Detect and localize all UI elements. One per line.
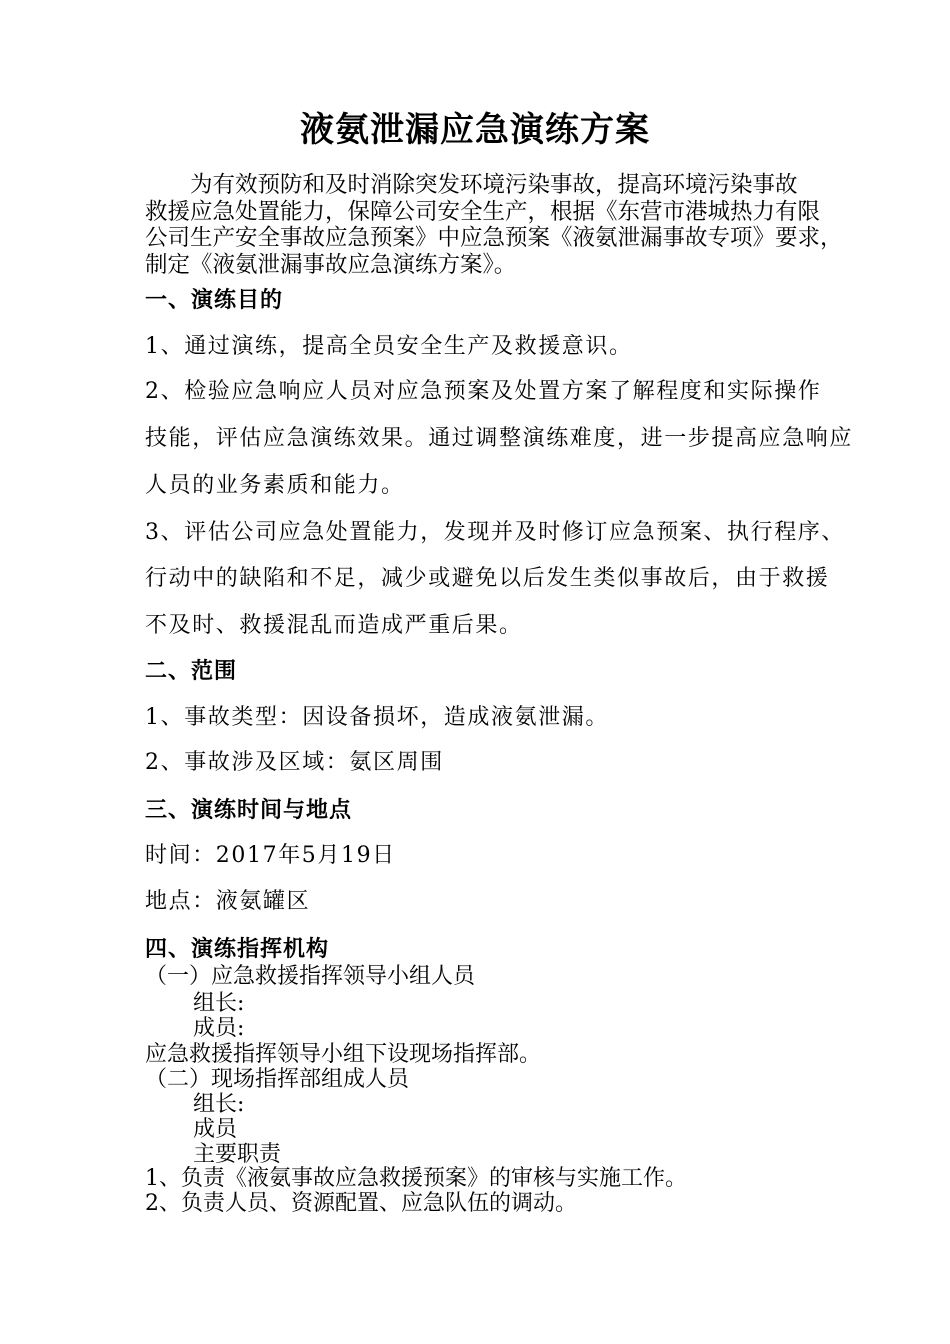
body-line: 技能，评估应急演练效果。通过调整演练难度，进一步提高应急响应 [145, 426, 854, 451]
body-line: 成员 [193, 1117, 238, 1142]
body-line: 组长: [193, 1092, 245, 1117]
body-line: 成员: [193, 1016, 245, 1041]
document-title: 液氨泄漏应急演练方案 [300, 110, 650, 150]
body-line: 行动中的缺陷和不足，减少或避免以后发生类似事故后，由于救援 [145, 566, 830, 591]
intro-line: 为有效预防和及时消除突发环境污染事故，提高环境污染事故 [190, 172, 798, 198]
body-line: 不及时、救援混乱而造成严重后果。 [145, 613, 523, 638]
section-heading-scope: 二、范围 [145, 658, 238, 684]
body-line: 1、通过演练，提高全员安全生产及救援意识。 [145, 334, 633, 359]
intro-line: 救援应急处置能力，保障公司安全生产，根据《东营市港城热力有限 [145, 198, 821, 225]
body-line: 1、事故类型：因设备损坏，造成液氨泄漏。 [145, 705, 609, 730]
drill-time: 时间：2017年5月19日 [145, 843, 396, 868]
drill-place: 地点：液氨罐区 [145, 889, 311, 914]
body-line: 2、事故涉及区域：氨区周围 [145, 750, 444, 775]
intro-line: 公司生产安全事故应急预案》中应急预案《液氨泄漏事故专项》要求， [145, 225, 843, 251]
intro-line: 制定《液氨泄漏事故应急演练方案》。 [145, 251, 517, 278]
intro-paragraph [145, 172, 845, 278]
body-line: 2、检验应急响应人员对应急预案及处置方案了解程度和实际操作 [145, 379, 822, 404]
body-line: 1、负责《液氨事故应急救援预案》的审核与实施工作。 [145, 1166, 687, 1191]
body-line: 主要职责 [193, 1142, 282, 1167]
body-line: （二）现场指挥部组成人员 [145, 1067, 410, 1092]
section-heading-time-place: 三、演练时间与地点 [145, 797, 353, 823]
body-line: 人员的业务素质和能力。 [145, 473, 405, 498]
section-heading-command: 四、演练指挥机构 [145, 936, 330, 962]
body-line: （一）应急救援指挥领导小组人员 [145, 964, 476, 989]
section-heading-purpose: 一、演练目的 [145, 287, 284, 313]
body-line: 组长: [193, 991, 245, 1016]
body-line: 应急救援指挥领导小组下设现场指挥部。 [145, 1042, 542, 1067]
body-line: 2、负责人员、资源配置、应急队伍的调动。 [145, 1191, 577, 1216]
body-line: 3、评估公司应急处置能力，发现并及时修订应急预案、执行程序、 [145, 520, 845, 545]
